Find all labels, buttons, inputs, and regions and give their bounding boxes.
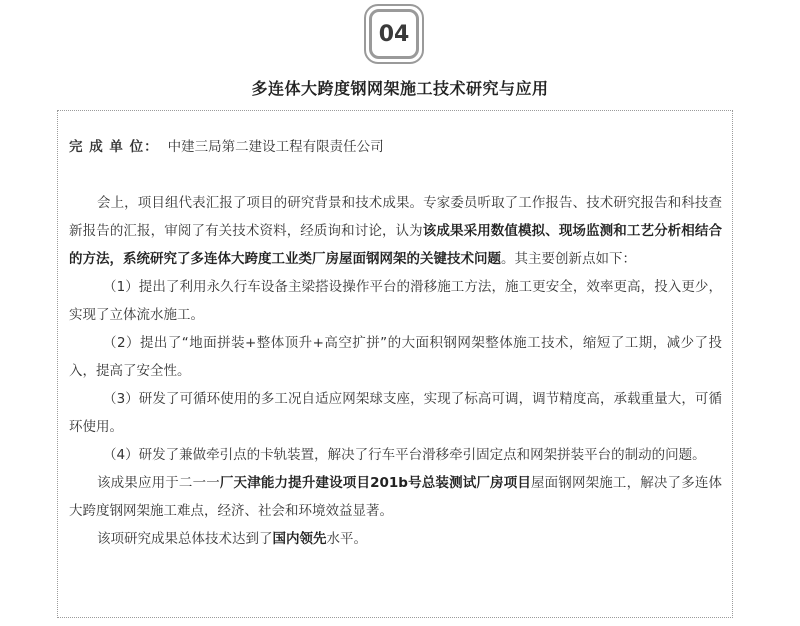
content-box: [57, 110, 733, 618]
unit-value: 中建三局第二建设工程有限责任公司: [167, 139, 384, 155]
conclusion-bold-text: 国内领先: [272, 531, 327, 547]
application-paragraph: [69, 469, 722, 525]
article-title: 多连体大跨度钢网架施工技术研究与应用: [251, 79, 549, 98]
innovation-point-3: （3）研发了可循环使用的多工况自适应网架球支座，实现了标高可调，调节精度高，承载重量大，可循环使用。: [69, 391, 722, 435]
intro-paragraph: [69, 189, 722, 273]
intro-bold-text: 该成果采用数值模拟、现场监测和工艺分析相结合的方法，系统研究了多连体大跨度工业类厂房屋面钢网架的关键技术问题: [69, 223, 722, 267]
conclusion-paragraph: [69, 525, 722, 553]
conclusion-text-1: 该项研究成果总体技术达到了: [97, 531, 273, 547]
section-number: 04: [369, 9, 419, 59]
intro-text-1: 会上，项目组代表汇报了项目的研究背景和技术成果。专家委员听取了工作报告、技术研究报告和科技查新报告的汇报，审阅了有关技术资料，经质询和讨论，认为: [69, 195, 722, 239]
innovation-point-2: （2）提出了“地面拼装+整体顶升+高空扩拼”的大面积钢网架整体施工技术，缩短了工期，减少了投入，提高了安全性。: [69, 335, 722, 379]
innovation-point-1: （1）提出了利用永久行车设备主梁搭设操作平台的滑移施工方法，施工更安全，效率更高，投入更少，实现了立体流水施工。: [69, 279, 722, 323]
application-text-1: 该成果应用于二一一: [97, 475, 220, 491]
innovation-point-4: （4）研发了兼做牵引点的卡轨装置，解决了行车平台滑移牵引固定点和网架拼装平台的制动的问题。: [103, 447, 706, 463]
unit-line: [69, 133, 722, 161]
application-bold-text: 厂天津能力提升建设项目201b号总装测试厂房项目: [219, 475, 531, 491]
unit-label: 完 成 单 位: [69, 139, 145, 155]
unit-separator: ：: [144, 139, 158, 155]
section-number-badge: [364, 4, 424, 64]
conclusion-text-2: 水平。: [326, 531, 367, 547]
intro-text-2: 。其主要创新点如下：: [501, 251, 636, 267]
application-text-2: 屋面钢网架施工，解决了多连体大跨度钢网架施工难点，经济、社会和环境效益显著。: [69, 475, 723, 519]
